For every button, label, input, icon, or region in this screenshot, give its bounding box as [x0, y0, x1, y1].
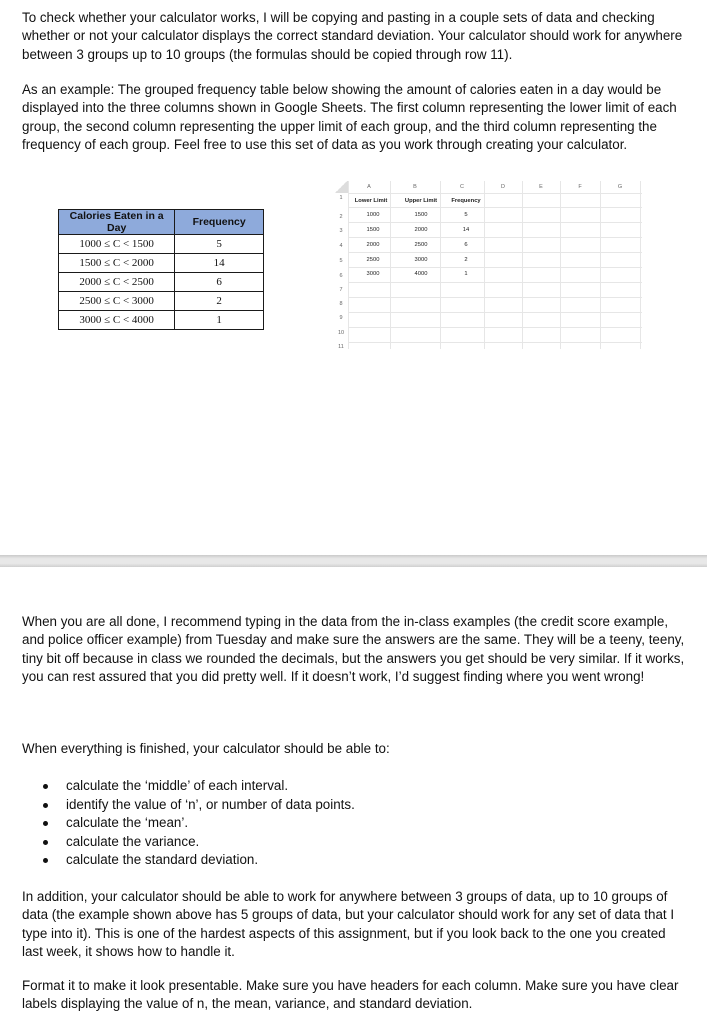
sheet-cell: 2500	[414, 242, 428, 248]
spreadsheet-screenshot	[334, 181, 642, 349]
sheet-corner	[334, 181, 348, 193]
frequency-cell: 14	[175, 254, 264, 273]
row-number: 1	[339, 195, 343, 201]
sheet-cell: 6	[464, 242, 468, 248]
capabilities-list	[40, 777, 355, 870]
frequency-table	[58, 209, 264, 330]
row-number: 6	[339, 273, 343, 279]
column-letter: G	[617, 184, 623, 190]
frequency-cell: 5	[175, 235, 264, 254]
row-number: 8	[339, 301, 343, 307]
sheet-cell: 2500	[366, 257, 380, 263]
row-number: 4	[339, 243, 343, 249]
interval-cell: 2000 ≤ C < 2500	[59, 273, 175, 292]
sheet-cell: 1500	[414, 212, 428, 218]
sheet-cell: 3000	[366, 271, 380, 277]
frequency-cell: 1	[175, 311, 264, 330]
list-item: calculate the ‘middle’ of each interval.	[40, 777, 355, 796]
table-row	[59, 254, 264, 273]
interval-cell: 2500 ≤ C < 3000	[59, 292, 175, 311]
table-row	[59, 273, 264, 292]
interval-cell: 3000 ≤ C < 4000	[59, 311, 175, 330]
sheet-cell: 2000	[414, 227, 428, 233]
intro-paragraph: To check whether your calculator works, I will be copying and pasting in a couple sets of data and checking whether or not your calculator displays the correct standard deviation. Your calculator should work for anywhere between 3 groups up to 10 groups (the formulas should be copied through row 11).	[22, 10, 683, 62]
list-item: calculate the ‘mean’.	[40, 814, 355, 833]
bullet-icon	[43, 821, 48, 826]
frequency-header: Frequency	[175, 210, 264, 235]
column-letter: B	[413, 184, 417, 190]
sheet-cell: 1500	[366, 227, 380, 233]
frequency-cell: 2	[175, 292, 264, 311]
bullet-icon	[43, 784, 48, 789]
table-row	[59, 235, 264, 254]
bullet-icon	[43, 803, 48, 808]
calories-header: Calories Eaten in a Day	[59, 210, 175, 235]
column-letter: D	[501, 184, 505, 190]
recommendation-paragraph: When you are all done, I recommend typing in the data from the in-class examples (the credit score example, and police officer example) from Tuesday and make sure the answers are the same. They will be a teeny, teeny, tiny bit off because in class we rounded the decimals, but the answers you get should be very similar. If it works, you can rest assured that you did pretty well. If it doesn’t work, I’d suggest finding where you went wrong!	[22, 614, 685, 685]
column-letter: C	[460, 184, 464, 190]
sheet-cell: 2	[464, 257, 468, 263]
sheet-cell: 1	[464, 271, 468, 277]
sheet-cell: 2000	[366, 242, 380, 248]
sheet-cell: 5	[464, 212, 468, 218]
interval-cell: 1000 ≤ C < 1500	[59, 235, 175, 254]
list-item: identify the value of ‘n’, or number of data points.	[40, 796, 355, 815]
row-number: 11	[338, 344, 344, 350]
frequency-table-header-row	[59, 210, 264, 235]
table-row	[59, 292, 264, 311]
format-paragraph: Format it to make it look presentable. Make sure you have headers for each column. Make sure you have clear labels displaying the value of n, the mean, variance, and standard deviation.	[22, 978, 679, 1012]
row-number: 5	[339, 258, 343, 264]
column-letter: F	[578, 184, 582, 190]
row-number: 10	[337, 330, 345, 336]
list-item: calculate the standard deviation.	[40, 851, 355, 870]
column-letter: A	[367, 184, 371, 190]
sheet-header-upper-limit: Upper Limit	[404, 198, 438, 204]
row-number: 9	[339, 315, 343, 321]
sheet-cell: 3000	[414, 257, 428, 263]
page-break	[0, 555, 707, 567]
column-letter: E	[539, 184, 543, 190]
interval-cell: 1500 ≤ C < 2000	[59, 254, 175, 273]
table-row	[59, 311, 264, 330]
sheet-cell: 14	[462, 227, 470, 233]
bullet-icon	[43, 858, 48, 863]
list-item: calculate the variance.	[40, 833, 355, 852]
row-number: 2	[339, 214, 343, 220]
addition-paragraph: In addition, your calculator should be able to work for anywhere between 3 groups of data, up to 10 groups of data (the example shown above has 5 groups of data, but your calculator should work for any set of data that I type into it). This is one of the hardest aspects of this assignment, but if you look back to the one you created last week, it shows how to handle it.	[22, 889, 675, 960]
bullet-icon	[43, 840, 48, 845]
example-paragraph: As an example: The grouped frequency table below showing the amount of calories eaten in a day would be displayed into the three columns shown in Google Sheets. The first column representing the lower limit of each group, the second column representing the upper limit of each group, and the third column representing the frequency of each group. Feel free to use this set of data as you work through creating your calculator.	[22, 82, 677, 153]
sheet-cell: 1000	[366, 212, 380, 218]
row-number: 7	[339, 287, 343, 293]
capabilities-intro: When everything is finished, your calculator should be able to:	[22, 741, 390, 756]
frequency-cell: 6	[175, 273, 264, 292]
sheet-cell: 4000	[414, 271, 428, 277]
sheet-header-frequency: Frequency	[451, 198, 481, 204]
row-number: 3	[339, 228, 343, 234]
sheet-header-lower-limit: Lower Limit	[354, 198, 388, 204]
